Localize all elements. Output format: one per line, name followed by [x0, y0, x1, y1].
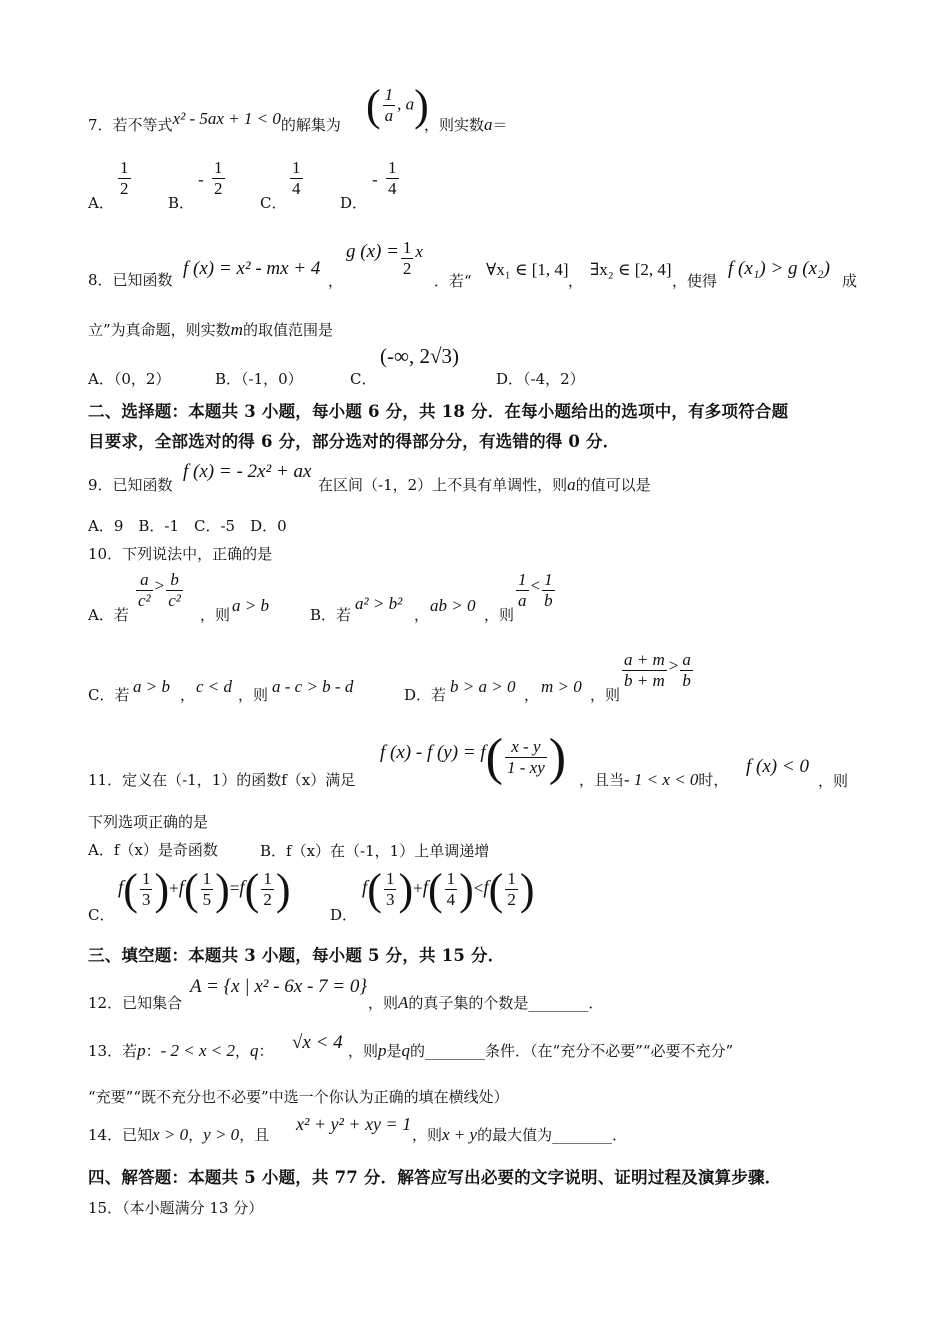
q7-option-d-label: D．: [340, 194, 368, 212]
q7-option-d-sign: -: [372, 170, 378, 189]
q10-a-then: ，则: [200, 606, 231, 624]
q8-option-a-text: （0，2）: [113, 370, 171, 388]
section-2-line2: 目要求，全部选对的得 6 分，部分选对的得部分分，有选错的得 0 分．: [88, 432, 620, 451]
q8-g-lhs: g (x) =: [346, 240, 399, 262]
q9-pre: 已知函数: [112, 476, 173, 494]
q14-blank[interactable]: ________: [552, 1126, 613, 1144]
q13-post3: 的: [410, 1042, 426, 1060]
q11-cond: - 1 < x < 0: [624, 770, 699, 789]
q8-option-a[interactable]: [88, 368, 170, 389]
q7-interval-rest: , a: [397, 94, 415, 114]
q10-b-den1: a: [518, 591, 527, 610]
q14-number: 14．: [88, 1126, 123, 1144]
q7-option-a-label: A．: [88, 194, 114, 212]
q11-line2: 下列选项正确的是: [88, 813, 209, 831]
q14-stem: [88, 1125, 269, 1145]
q14-equation: x² + y² + xy = 1: [296, 1114, 412, 1134]
q8-exists: ∃x₂ ∈ [2, 4]: [590, 260, 672, 279]
q8-line2: [88, 320, 333, 340]
q11-mid-text: ，且当: [579, 771, 625, 789]
q10-b-cond1: a² > b²: [355, 594, 403, 613]
q14-qie: ，且: [239, 1126, 270, 1144]
q12-set: A = {x | x² - 6x - 7 = 0}: [190, 976, 367, 997]
q10-a-result: a > b: [232, 596, 269, 615]
q10-c-sep: ，: [180, 686, 196, 704]
q14-cond1: x > 0: [152, 1125, 189, 1144]
q10-a-cond: [134, 570, 185, 611]
q10-d-label[interactable]: D．若: [404, 686, 447, 704]
q13-qcond: √x < 4: [292, 1032, 343, 1053]
q8-comma: ，: [328, 272, 344, 290]
q7-option-b-sign: -: [198, 170, 204, 189]
q13-blank[interactable]: ________: [425, 1042, 486, 1060]
q10-d-num2: a: [682, 650, 691, 669]
q9-post2: 的值可以是: [575, 476, 651, 494]
q8-f-def: f (x) = x² - mx + 4: [183, 258, 321, 279]
q12-stem: [88, 993, 182, 1013]
q11-fneg: f (x) < 0: [746, 756, 809, 777]
q10-b-den2: b: [544, 591, 553, 610]
q10-a-num2: b: [170, 570, 179, 589]
q15-text: （本小题满分 13 分）: [122, 1199, 264, 1217]
q13-colon2: ：: [258, 1042, 274, 1060]
q10-d-num1: a + m: [624, 650, 665, 669]
q11-eq-lhs: f (x) - f (y) = f: [380, 741, 486, 763]
q12-post2: 的真子集的个数是: [408, 994, 529, 1012]
q14-expr: x + y: [442, 1125, 478, 1144]
q7-interval-den: a: [384, 106, 394, 125]
q7-option-c-num: 1: [292, 158, 301, 177]
q8-number: 8．: [88, 271, 113, 289]
q7-option-a-den: 2: [120, 179, 129, 198]
q12-number: 12．: [88, 994, 123, 1012]
q8-stem: [88, 270, 173, 290]
q8-forall: ∀x₁ ∈ [1, 4]: [486, 260, 569, 279]
q9-stem: [88, 475, 173, 495]
q15-number: 15．: [88, 1199, 123, 1217]
q11-option-c-label[interactable]: C．: [88, 906, 115, 924]
q8-g-def: [346, 238, 423, 279]
q8-g-den: 2: [402, 259, 412, 278]
section-4-title: 四、解答题：本题共 5 小题，共 77 分．解答应写出必要的文字说明、证明过程及演算步骤．: [88, 1168, 782, 1187]
section-3-title: 三、填空题：本题共 3 小题，每小题 5 分，共 15 分．: [88, 946, 505, 965]
q8-option-b-label: B．: [215, 370, 242, 388]
q8-option-b-text: （-1，0）: [241, 370, 303, 388]
q13-post: ，则: [348, 1042, 379, 1060]
q10-d-den1: b + m: [624, 671, 665, 690]
q11-mid: [579, 770, 728, 790]
q11-pre: 定义在（-1，1）的函数: [122, 771, 282, 789]
q7-option-b-num: 1: [214, 158, 223, 177]
q8-g-num: 1: [402, 238, 412, 257]
q9-number: 9．: [88, 476, 113, 494]
q13-post4: 条件．（在“充分不必要”“必要不充分”: [485, 1042, 734, 1060]
q11-post: 满足: [325, 771, 356, 789]
q8-pre: 已知函数: [112, 271, 173, 289]
q10-a-label[interactable]: A．若: [88, 606, 129, 624]
q13-pcond: - 2 < x < 2: [160, 1041, 236, 1060]
q8-option-b[interactable]: [215, 368, 303, 389]
q7-var: a: [484, 115, 493, 134]
q12-a-var: A: [398, 993, 409, 1012]
q10-c-result: a - c > b - d: [272, 677, 354, 696]
q12-post: ，则: [368, 994, 399, 1012]
q14-pre: 已知: [122, 1126, 153, 1144]
q8-option-c-label: C．: [350, 370, 377, 388]
q8-ruo: ．若“: [434, 272, 472, 290]
q7-inequality: x² - 5ax + 1 < 0: [172, 109, 281, 128]
q13-number: 13．: [88, 1042, 123, 1060]
q10-stem: 10．下列说法中，正确的是: [88, 545, 273, 563]
q9-options[interactable]: A．9 B．-1 C．-5 D．0: [88, 517, 287, 535]
q8-option-d[interactable]: [496, 368, 585, 389]
q11-eq-num: x - y: [511, 737, 541, 756]
q13-colon: ：: [145, 1042, 161, 1060]
q10-b-lt: <: [530, 575, 541, 595]
q8-line2-text: 立”为真命题，则实数: [88, 321, 231, 339]
q9-f-def: f (x) = - 2x² + ax: [183, 461, 312, 482]
q14-ze: ，则: [412, 1126, 443, 1144]
q13-p: p: [137, 1041, 146, 1060]
q10-a-gt: >: [154, 575, 165, 595]
q12-pre: 已知集合: [122, 994, 183, 1012]
q7-stem: [88, 109, 341, 135]
q7-post: ，则实数: [424, 116, 485, 134]
q7-option-c-den: 4: [292, 179, 301, 198]
q10-b-num1: 1: [518, 570, 527, 589]
q9-post: [318, 475, 651, 495]
q9-a-var: a: [567, 475, 576, 494]
q13-q2: q: [401, 1041, 411, 1060]
q8-cheng: 成: [842, 272, 858, 290]
q11-number: 11．: [88, 771, 123, 789]
q13-q: q: [250, 1041, 259, 1060]
q13-pre: 若: [122, 1042, 138, 1060]
q11-option-a[interactable]: A．f（x）是奇函数: [88, 841, 218, 859]
q11-equation: f (x) - f (y) = f( $\frac{x - y}{1 - xy}$ ): [380, 729, 567, 786]
q10-d-gt: >: [668, 655, 679, 675]
q7-option-d-num: 1: [388, 158, 397, 177]
q11-shi: 时，: [698, 771, 729, 789]
q7-pre: 若不等式: [112, 116, 173, 134]
q14-cond2: y > 0: [203, 1125, 240, 1144]
q15-stem: [88, 1198, 263, 1218]
q10-d-then: ，则: [590, 686, 621, 704]
q11-eq-den: 1 - xy: [507, 758, 545, 777]
q8-shide: ，使得: [672, 272, 718, 290]
q7-option-c-label: C．: [260, 194, 287, 212]
q7-mid: 的解集为: [280, 116, 341, 134]
q8-option-d-text: （-4，2）: [523, 370, 585, 388]
q11-option-d-expr: f( $\frac{1}{3}$ )+f( $\frac{1}{4}$ )<f( $\frac{1}{2}$ ): [362, 865, 535, 914]
q12-blank[interactable]: ________: [528, 994, 589, 1012]
q8-option-d-label: D．: [496, 370, 524, 388]
q8-line2-post: 的取值范围是: [242, 321, 333, 339]
section-2-line1: 二、选择题：本题共 3 小题，每小题 6 分，共 18 分．在每小题给出的选项中，有多项符合题: [88, 402, 789, 421]
q10-c-label[interactable]: C．若: [88, 686, 130, 704]
q10-b-sep: ，: [414, 606, 430, 624]
q10-b-label[interactable]: B．若: [310, 606, 352, 624]
q7-option-d-den: 4: [388, 179, 397, 198]
q7-interval: ( $\frac{1}{a}$ , a): [366, 81, 429, 130]
q10-b-then: ，则: [484, 606, 515, 624]
q10-d-cond1: b > a > 0: [450, 677, 516, 696]
q14-comma: ，: [188, 1126, 204, 1144]
q13-comma: ，: [235, 1042, 251, 1060]
q8-g-x: x: [415, 241, 423, 261]
q8-condition: f (x₁) > g (x₂): [728, 258, 830, 279]
q7-number: 7．: [88, 116, 113, 134]
q11-option-d-label[interactable]: D．: [330, 906, 358, 924]
q7-option-b-den: 2: [214, 179, 223, 198]
q13-stem: [88, 1041, 274, 1061]
q7-tail: [424, 115, 508, 135]
q13-line2: “充要”“既不充分也不必要”中选一个你认为正确的填在横线处）: [88, 1088, 509, 1106]
q10-a-den2: c²: [168, 591, 181, 610]
q11-fx: f（x）: [281, 771, 326, 789]
q10-c-then: ，则: [238, 686, 269, 704]
q8-option-c[interactable]: [350, 368, 376, 389]
q8-option-c-text: (-∞, 2√3): [380, 344, 459, 368]
q14-tail: [412, 1125, 627, 1145]
q10-b-cond2: ab > 0: [430, 596, 476, 615]
q12-tail: [368, 993, 603, 1013]
q11-option-b[interactable]: B．f（x）在（-1，1）上单调递增: [260, 842, 490, 860]
q11-ze: ，则: [818, 772, 849, 790]
q10-d-den2: b: [682, 671, 691, 690]
q14-post: 的最大值为: [477, 1126, 553, 1144]
q10-a-num1: a: [140, 570, 149, 589]
q13-post2: 是: [386, 1042, 402, 1060]
q8-m-var: m: [230, 320, 243, 339]
q9-post-text: 在区间（-1，2）上不具有单调性，则: [318, 476, 568, 494]
q10-d-result: [620, 650, 695, 691]
q7-eq: ＝: [492, 116, 508, 134]
q7-option-a-num: 1: [120, 158, 129, 177]
q7-interval-num: 1: [384, 85, 394, 104]
q11-stem: [88, 770, 355, 790]
q8-option-a-label: A．: [88, 370, 114, 388]
q10-b-result: [514, 570, 557, 611]
q7-option-b-label: B．: [168, 194, 195, 212]
q10-c-cond1: a > b: [133, 677, 170, 696]
q8-comma2: ，: [568, 272, 584, 290]
q13-p2: p: [378, 1041, 387, 1060]
q10-b-num2: 1: [544, 570, 553, 589]
q10-c-cond2: c < d: [196, 677, 233, 696]
q10-d-cond2: m > 0: [541, 677, 582, 696]
q11-option-c-expr: f( $\frac{1}{3}$ )+f( $\frac{1}{5}$ )=f( $\frac{1}{2}$ ): [118, 865, 291, 914]
q10-a-den1: c²: [138, 591, 151, 610]
q12-end: ．: [588, 994, 604, 1012]
q10-d-sep: ，: [524, 686, 540, 704]
q13-tail: [348, 1041, 733, 1061]
q14-end: ．: [612, 1126, 628, 1144]
